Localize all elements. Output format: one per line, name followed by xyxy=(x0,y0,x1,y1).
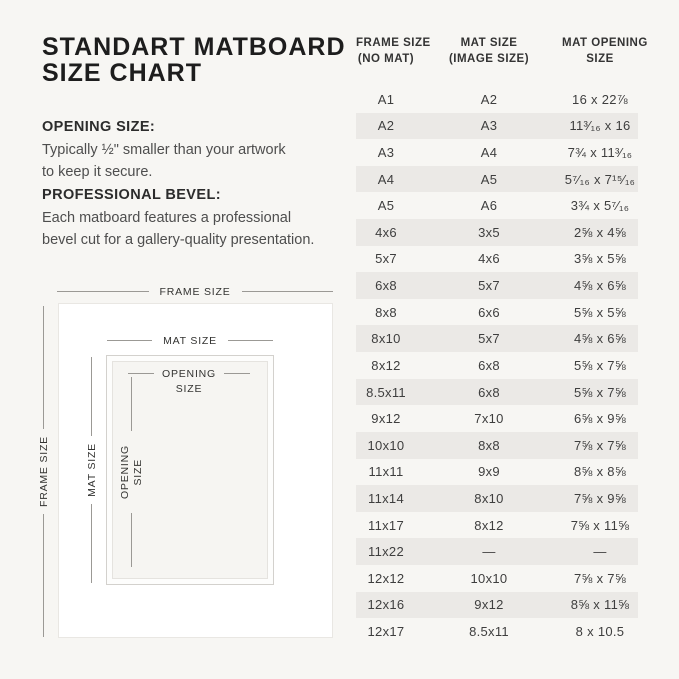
cell-mat-size: 3x5 xyxy=(478,224,500,240)
table-row xyxy=(356,113,638,140)
table-row xyxy=(356,246,638,273)
cell-mat-size: 8x8 xyxy=(478,437,500,453)
opening-size-vertical-top-line xyxy=(131,377,132,431)
opening-size-label-text-line-2: SIZE xyxy=(175,383,203,395)
cell-frame-size: A3 xyxy=(377,145,395,161)
cell-mat-size: 6x6 xyxy=(478,304,500,320)
column-header-mat-size-line-2: (IMAGE SIZE) xyxy=(448,52,530,65)
table-row xyxy=(356,325,638,352)
table-row xyxy=(356,352,638,379)
cell-mat-opening-size: 7⅝ x 11⅝ xyxy=(570,517,630,533)
cell-frame-size: 4x6 xyxy=(375,224,397,240)
frame-size-vertical-top-line xyxy=(43,306,44,429)
column-header-mat-size-line-1: MAT SIZE xyxy=(460,37,518,49)
cell-mat-size: 10x10 xyxy=(470,570,508,586)
frame-size-label-vertical xyxy=(36,306,51,637)
cell-frame-size: 11x14 xyxy=(368,490,404,506)
opening-size-note xyxy=(42,119,352,183)
cell-frame-size: A5 xyxy=(377,198,395,214)
table-row xyxy=(356,379,638,406)
column-header-frame-size-line-1: FRAME SIZE xyxy=(356,37,431,49)
opening-size-label-text-line-1: OPENING xyxy=(161,367,217,380)
cell-frame-size: 8x10 xyxy=(371,331,401,347)
cell-mat-opening-size: 7¾ x 11³⁄₁₆ xyxy=(567,145,633,161)
cell-mat-size: 8.5x11 xyxy=(469,623,509,639)
cell-mat-size: 5x7 xyxy=(478,331,500,347)
cell-frame-size: 10x10 xyxy=(367,437,405,453)
cell-mat-opening-size: 5⅝ x 5⅝ xyxy=(574,304,626,320)
frame-size-label-top xyxy=(57,285,333,298)
size-table-header xyxy=(356,36,648,67)
cell-mat-opening-size: 7⅝ x 7⅝ xyxy=(574,570,626,586)
table-row xyxy=(356,192,638,219)
cell-mat-opening-size: 3⅝ x 5⅝ xyxy=(574,251,626,267)
cell-mat-size: A4 xyxy=(480,145,498,161)
opening-size-note-body-line-1: Typically ½" smaller than your artwork xyxy=(42,142,286,158)
cell-frame-size: 11x22 xyxy=(368,544,404,560)
cell-frame-size: 12x17 xyxy=(367,623,405,639)
cell-mat-opening-size: 8⅝ x 8⅝ xyxy=(574,464,626,480)
frame-size-vertical-text: FRAME SIZE xyxy=(37,436,50,508)
cell-mat-size: 6x8 xyxy=(478,384,500,400)
opening-size-label-row xyxy=(128,367,250,380)
cell-mat-opening-size: 4⅝ x 6⅝ xyxy=(574,278,626,294)
table-row xyxy=(356,512,638,539)
cell-mat-size: 4x6 xyxy=(478,251,500,267)
opening-size-label-left-line xyxy=(128,373,154,374)
cell-mat-opening-size: 8⅝ x 11⅝ xyxy=(570,597,630,613)
frame-size-label-top-text: FRAME SIZE xyxy=(159,285,231,298)
table-row xyxy=(356,299,638,326)
table-row xyxy=(356,86,638,113)
table-row xyxy=(356,459,638,486)
page-title-line-2: SIZE CHART xyxy=(42,59,202,87)
table-row xyxy=(356,485,638,512)
cell-frame-size: 11x17 xyxy=(368,517,404,533)
cell-mat-size: 9x9 xyxy=(478,464,500,480)
column-header-frame-size xyxy=(356,36,431,67)
column-header-frame-size-line-2: (NO MAT) xyxy=(357,52,415,65)
cell-mat-opening-size: 2⅝ x 4⅝ xyxy=(574,224,626,240)
professional-bevel-note-body-line-1: Each matboard features a professional xyxy=(42,210,292,226)
column-header-mat-opening-size xyxy=(562,36,648,67)
column-header-mat-opening-size-line-2: SIZE xyxy=(586,52,614,65)
cell-frame-size: 6x8 xyxy=(375,278,397,294)
table-row xyxy=(356,272,638,299)
cell-mat-size: A6 xyxy=(480,198,498,214)
opening-size-note-body xyxy=(42,139,352,183)
cell-frame-size: 8x8 xyxy=(375,304,397,320)
opening-size-vertical-text-line-1: OPENING xyxy=(118,444,131,500)
table-row xyxy=(356,565,638,592)
cell-mat-opening-size: 5⁷⁄₁₆ x 7¹⁵⁄₁₆ xyxy=(564,171,636,187)
table-row xyxy=(356,166,638,193)
size-table-body xyxy=(356,86,638,645)
cell-mat-size: — xyxy=(482,544,496,560)
cell-frame-size: A1 xyxy=(377,91,395,107)
table-row xyxy=(356,405,638,432)
frame-size-label-left-line xyxy=(57,291,149,292)
cell-mat-opening-size: 3¾ x 5⁷⁄₁₆ xyxy=(570,198,630,214)
mat-size-label-vertical xyxy=(84,357,99,583)
mat-size-label-left-line xyxy=(107,340,152,341)
cell-frame-size: 5x7 xyxy=(375,251,397,267)
cell-frame-size: 8.5x11 xyxy=(366,384,406,400)
cell-mat-size: 9x12 xyxy=(474,597,504,613)
table-row xyxy=(356,432,638,459)
column-header-mat-opening-size-line-1: MAT OPENING xyxy=(562,37,648,49)
cell-mat-size: A3 xyxy=(480,118,498,134)
professional-bevel-note-body-line-2: bevel cut for a gallery-quality presentation. xyxy=(42,232,315,248)
column-header-mat-size xyxy=(416,36,562,67)
opening-size-vertical-bottom-line xyxy=(131,513,132,567)
mat-size-label-top-text: MAT SIZE xyxy=(163,334,217,347)
cell-mat-opening-size: 7⅝ x 7⅝ xyxy=(574,437,626,453)
cell-frame-size: 12x12 xyxy=(367,570,405,586)
cell-frame-size: A2 xyxy=(377,118,395,134)
cell-mat-opening-size: 5⅝ x 7⅝ xyxy=(574,357,626,373)
cell-frame-size: 11x11 xyxy=(368,464,404,480)
cell-frame-size: 9x12 xyxy=(371,411,401,427)
table-row xyxy=(356,139,638,166)
cell-mat-opening-size: 8 x 10.5 xyxy=(575,623,625,639)
table-row xyxy=(356,592,638,619)
cell-frame-size: 12x16 xyxy=(367,597,405,613)
page-title-line-1: STANDART MATBOARD xyxy=(42,33,346,61)
opening-size-label-top xyxy=(128,367,250,395)
mat-size-vertical-bottom-line xyxy=(91,504,92,583)
opening-size-vertical-text-line-2: SIZE xyxy=(131,458,144,486)
cell-mat-size: 7x10 xyxy=(474,411,504,427)
cell-mat-opening-size: 5⅝ x 7⅝ xyxy=(574,384,626,400)
cell-mat-size: 8x12 xyxy=(474,517,504,533)
table-row xyxy=(356,618,638,645)
page-title xyxy=(42,34,346,86)
cell-mat-opening-size: — xyxy=(593,544,607,560)
cell-mat-size: A2 xyxy=(480,91,498,107)
cell-mat-opening-size: 7⅝ x 9⅝ xyxy=(574,490,626,506)
cell-frame-size: A4 xyxy=(377,171,395,187)
frame-size-label-right-line xyxy=(242,291,334,292)
mat-size-label-top xyxy=(107,334,273,347)
table-row xyxy=(356,538,638,565)
professional-bevel-note-body xyxy=(42,207,352,251)
cell-mat-opening-size: 16 x 22⅞ xyxy=(572,91,628,107)
mat-size-vertical-text: MAT SIZE xyxy=(85,443,98,497)
cell-mat-size: 8x10 xyxy=(474,490,504,506)
cell-mat-opening-size: 11³⁄₁₆ x 16 xyxy=(569,118,631,134)
mat-size-label-right-line xyxy=(228,340,273,341)
opening-size-vertical-text xyxy=(119,438,144,506)
table-row xyxy=(356,219,638,246)
opening-size-note-heading: OPENING SIZE: xyxy=(42,119,156,135)
cell-mat-opening-size: 4⅝ x 6⅝ xyxy=(574,331,626,347)
cell-mat-opening-size: 6⅝ x 9⅝ xyxy=(574,411,626,427)
opening-size-note-body-line-2: to keep it secure. xyxy=(42,164,153,180)
professional-bevel-note-heading: PROFESSIONAL BEVEL: xyxy=(42,187,221,203)
cell-mat-size: A5 xyxy=(480,171,498,187)
cell-mat-size: 5x7 xyxy=(478,278,500,294)
mat-size-vertical-top-line xyxy=(91,357,92,436)
professional-bevel-note xyxy=(42,187,352,251)
opening-size-label-vertical xyxy=(116,377,146,567)
cell-frame-size: 8x12 xyxy=(371,357,401,373)
opening-size-label-right-line xyxy=(224,373,250,374)
frame-size-vertical-bottom-line xyxy=(43,514,44,637)
cell-mat-size: 6x8 xyxy=(478,357,500,373)
